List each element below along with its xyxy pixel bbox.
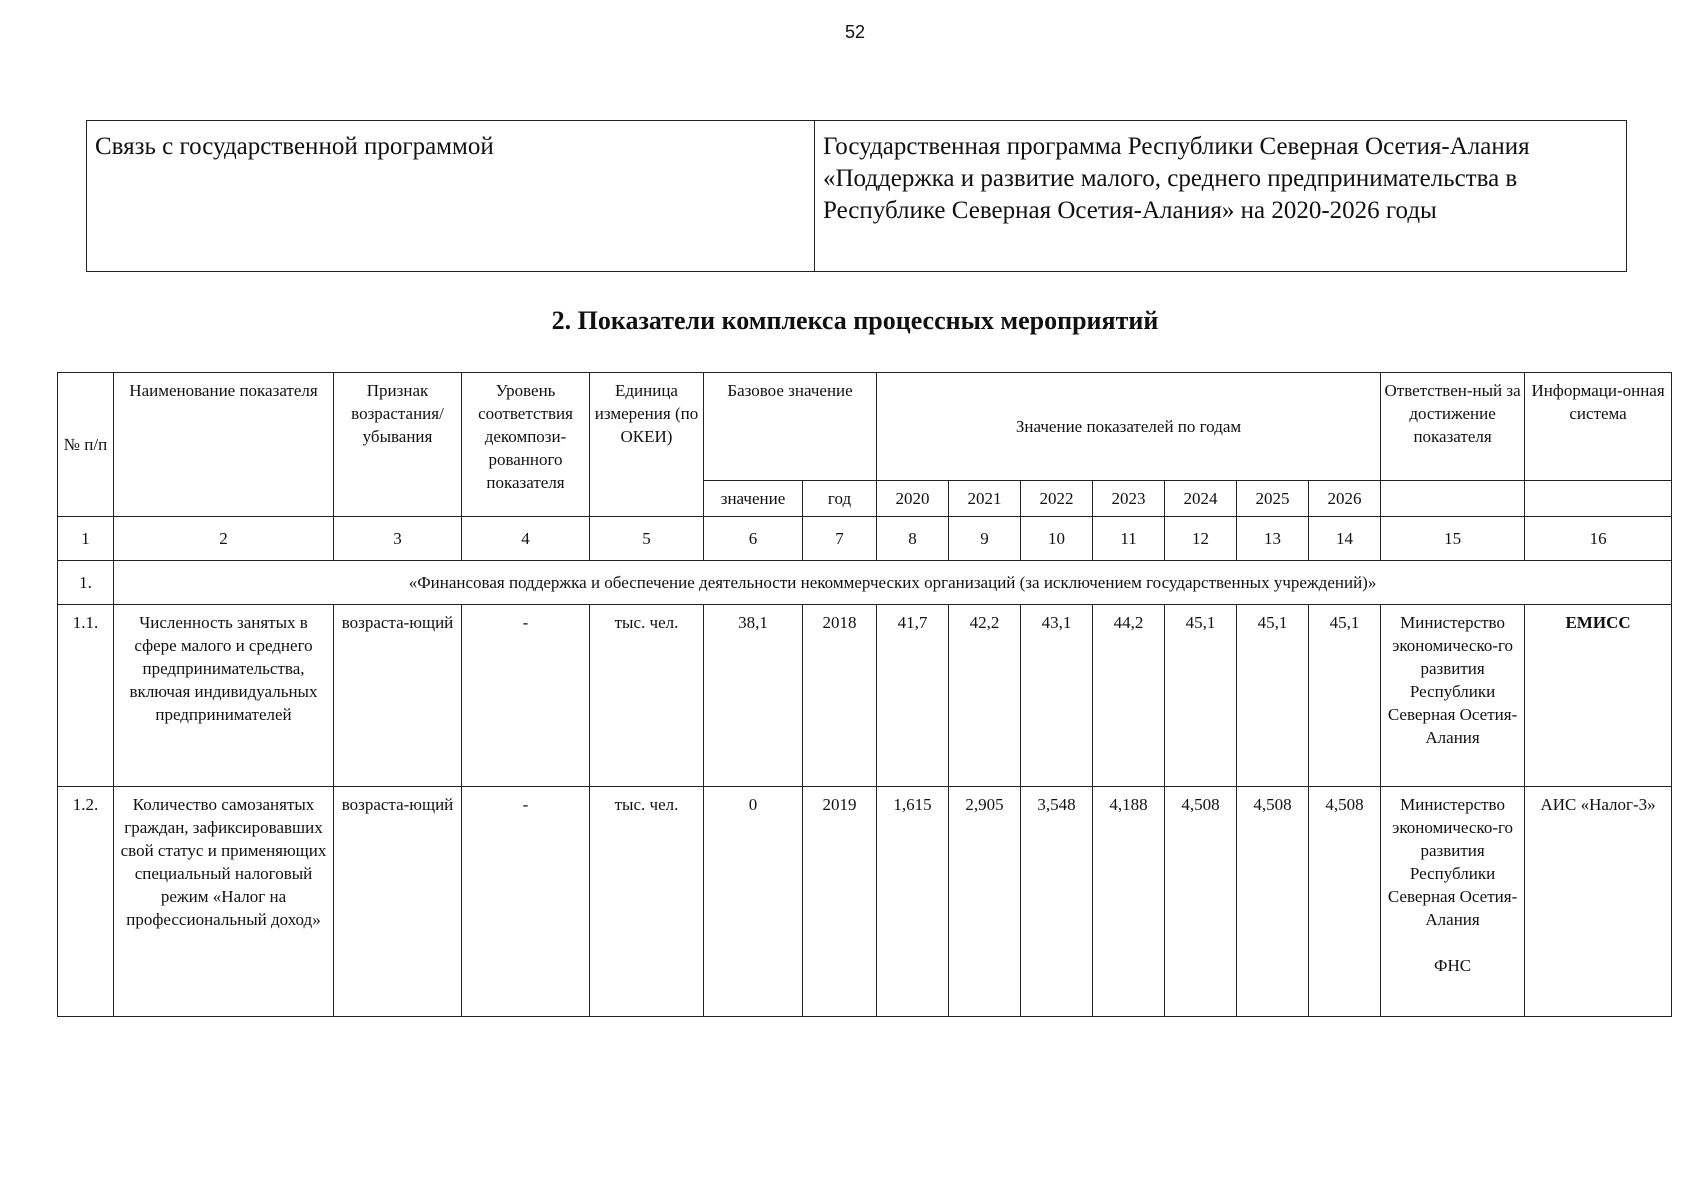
row-responsible-main: Министерство экономическо-го развития Республики Северная Осетия-Алания	[1387, 795, 1518, 929]
col-number: 9	[949, 517, 1021, 561]
row-value-2025: 4,508	[1237, 787, 1309, 1017]
row-value-2020: 41,7	[877, 605, 949, 787]
row-responsible-extra: ФНС	[1434, 956, 1472, 975]
row-trend: возраста-ющий	[334, 787, 462, 1017]
col-number: 10	[1021, 517, 1093, 561]
header-info-system: Информаци-онная система	[1525, 373, 1672, 481]
program-link-label: Связь с государственной программой	[87, 121, 815, 272]
row-value-2022: 3,548	[1021, 787, 1093, 1017]
program-link-table	[86, 120, 1627, 272]
header-level: Уровень соответствия декомпози-рованного показателя	[462, 373, 590, 517]
header-responsible: Ответствен-ный за достижение показателя	[1381, 373, 1525, 481]
header-info-blank	[1525, 481, 1672, 517]
header-trend: Признак возрастания/ убывания	[334, 373, 462, 517]
row-num: 1.1.	[58, 605, 114, 787]
group-num: 1.	[58, 561, 114, 605]
row-value-2026: 4,508	[1309, 787, 1381, 1017]
header-year-2021: 2021	[949, 481, 1021, 517]
page-number: 52	[844, 22, 866, 42]
row-base-value: 38,1	[704, 605, 803, 787]
row-unit: тыс. чел.	[590, 605, 704, 787]
header-base-year: год	[803, 481, 877, 517]
header-year-2020: 2020	[877, 481, 949, 517]
header-unit: Единица измерения (по ОКЕИ)	[590, 373, 704, 517]
row-responsible	[1381, 787, 1525, 1017]
col-number: 4	[462, 517, 590, 561]
header-year-2024: 2024	[1165, 481, 1237, 517]
row-value-2024: 45,1	[1165, 605, 1237, 787]
row-base-value: 0	[704, 787, 803, 1017]
header-name: Наименование показателя	[114, 373, 334, 517]
row-value-2024: 4,508	[1165, 787, 1237, 1017]
program-link-row	[87, 121, 1627, 272]
row-value-2022: 43,1	[1021, 605, 1093, 787]
row-responsible	[1381, 605, 1525, 787]
row-num: 1.2.	[58, 787, 114, 1017]
col-number: 15	[1381, 517, 1525, 561]
header-year-2025: 2025	[1237, 481, 1309, 517]
indicators-table	[57, 372, 1672, 1017]
row-responsible-main: Министерство экономическо-го развития Республики Северная Осетия-Алания	[1387, 613, 1518, 747]
row-value-2021: 2,905	[949, 787, 1021, 1017]
col-number: 11	[1093, 517, 1165, 561]
col-number: 1	[58, 517, 114, 561]
header-years-group: Значение показателей по годам	[877, 373, 1381, 481]
row-indicator-name: Количество самозанятых граждан, зафиксировавших свой статус и применяющих специальный налоговый режим «Налог на профессиональный доход»	[114, 787, 334, 1017]
header-responsible-blank	[1381, 481, 1525, 517]
header-year-2023: 2023	[1093, 481, 1165, 517]
header-year-2022: 2022	[1021, 481, 1093, 517]
header-base-value: значение	[704, 481, 803, 517]
col-number: 12	[1165, 517, 1237, 561]
row-level: -	[462, 605, 590, 787]
group-row	[58, 561, 1672, 605]
col-number: 3	[334, 517, 462, 561]
section-title: 2. Показатели комплекса процессных мероприятий	[551, 306, 1159, 335]
row-unit: тыс. чел.	[590, 787, 704, 1017]
header-year-2026: 2026	[1309, 481, 1381, 517]
col-number: 2	[114, 517, 334, 561]
row-info-system: АИС «Налог-3»	[1525, 787, 1672, 1017]
col-number: 5	[590, 517, 704, 561]
header-num: № п/п	[58, 373, 114, 517]
row-trend: возраста-ющий	[334, 605, 462, 787]
column-numbers-row	[58, 517, 1672, 561]
row-value-2020: 1,615	[877, 787, 949, 1017]
row-info-system: ЕМИСС	[1525, 605, 1672, 787]
col-number: 16	[1525, 517, 1672, 561]
col-number: 7	[803, 517, 877, 561]
row-value-2023: 4,188	[1093, 787, 1165, 1017]
col-number: 8	[877, 517, 949, 561]
table-row	[58, 605, 1672, 787]
header-row-1	[58, 373, 1672, 481]
group-title: «Финансовая поддержка и обеспечение деятельности некоммерческих организаций (за исключением государственных учреждений)»	[114, 561, 1672, 605]
row-base-year: 2019	[803, 787, 877, 1017]
row-value-2021: 42,2	[949, 605, 1021, 787]
col-number: 13	[1237, 517, 1309, 561]
row-value-2025: 45,1	[1237, 605, 1309, 787]
col-number: 14	[1309, 517, 1381, 561]
row-indicator-name: Численность занятых в сфере малого и среднего предпринимательства, включая индивидуальных предпринимателей	[114, 605, 334, 787]
col-number: 6	[704, 517, 803, 561]
table-row	[58, 787, 1672, 1017]
row-value-2026: 45,1	[1309, 605, 1381, 787]
program-link-value: Государственная программа Республики Северная Осетия-Алания «Поддержка и развитие малого, среднего предпринимательства в Республике Северная Осетия-Алания» на 2020-2026 годы	[815, 121, 1627, 272]
header-base: Базовое значение	[704, 373, 877, 481]
row-value-2023: 44,2	[1093, 605, 1165, 787]
row-base-year: 2018	[803, 605, 877, 787]
row-level: -	[462, 787, 590, 1017]
